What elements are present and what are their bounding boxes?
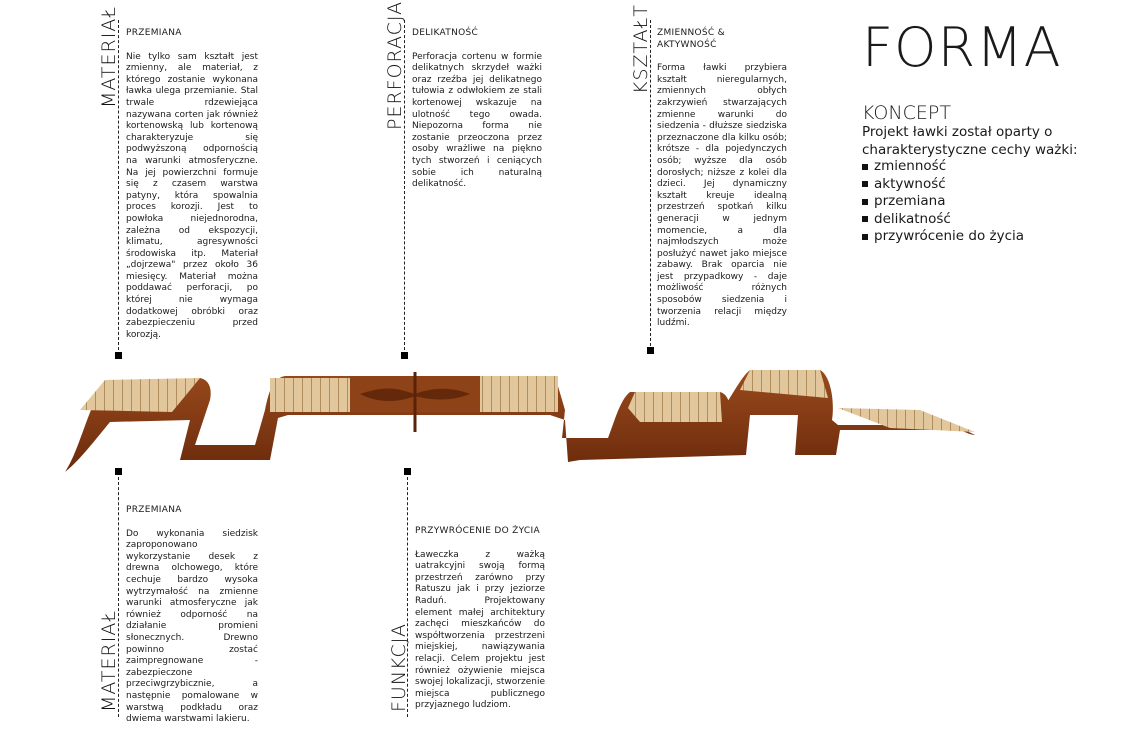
bullet-icon bbox=[862, 234, 868, 240]
section-text-delikatnosc bbox=[412, 28, 542, 191]
section-label-material-bottom: MATERIAŁ bbox=[98, 609, 120, 712]
dashed-line bbox=[650, 20, 651, 346]
wood-seat bbox=[480, 376, 558, 412]
bullet-icon bbox=[862, 199, 868, 205]
wood-seat bbox=[628, 392, 722, 422]
list-item: przemiana bbox=[862, 193, 1024, 211]
list-item: delikatność bbox=[862, 211, 1024, 229]
section-heading: PRZYWRÓCENIE DO ŻYCIA bbox=[415, 526, 540, 536]
bench-illustration bbox=[60, 360, 990, 475]
koncept-list bbox=[862, 158, 1024, 246]
section-heading: ZMIENNOŚĆ & AKTYWNOŚĆ bbox=[657, 28, 725, 50]
list-item: przywrócenie do życia bbox=[862, 228, 1024, 246]
list-item: aktywność bbox=[862, 176, 1024, 194]
section-text-zmiennosc bbox=[657, 28, 787, 330]
bullet-icon bbox=[862, 181, 868, 187]
section-label-funkcja: FUNKCJA bbox=[388, 622, 410, 712]
section-paragraph: Nie tylko sam kształt jest zmienny, ale materiał, z którego zostanie wykonana ławka ulega przemianie. Stal trwale rdzewiejąca nazywana corten jak również kortenowską lub kortenową charakteryzuje się podwyższoną odpornością na warunki atmosferyczne. Na jej powierzchni formuje się z czasem warstwa patyny, która spowalnia proces korozji. Jest to powłoka niejednorodna, zależna od ekspozycji, klimatu, agresywności środowiska itp. Materiał „dojrzewa" przez około 36 miesięcy. Materiał można poddawać perforacji, po której nie wymaga dodatkowej obróbki oraz zabezpieczeniu przed korozją. bbox=[126, 51, 258, 340]
wood-seat bbox=[270, 378, 350, 412]
section-text-przywrocenie bbox=[415, 526, 545, 712]
section-paragraph: Forma ławki przybiera kształt nieregularnych, zmiennych obłych zakrzywień stwarzających zmienne warunki do siedzenia - dłuższe siedziska przeznaczone dla kilku osób; krótsze - dla pojedynczych osób; wyższe dla osób dorosłych; niższe z kolei dla dzieci. Jej dynamiczny kształt kreuje idealną przestrzeń spotkań kilku generacji w jednym momencie, a dla najmłodszych może posłużyć nawet jako miejsce zabawy. Brak oparcia nie jest przypadkowy - daje możliwość różnych sposobów siedzenia i tworzenia relacji między ludźmi. bbox=[657, 63, 787, 329]
section-label-material-top: MATERIAŁ bbox=[98, 5, 120, 108]
koncept-heading: KONCEPT bbox=[862, 102, 951, 124]
dashed-line bbox=[404, 20, 405, 350]
marker-square bbox=[404, 468, 411, 475]
list-item: zmienność bbox=[862, 158, 1024, 176]
marker-square bbox=[115, 352, 122, 359]
marker-square bbox=[647, 347, 654, 354]
bullet-icon bbox=[862, 216, 868, 222]
section-heading: PRZEMIANA bbox=[126, 505, 182, 515]
section-text-przemiana-bottom bbox=[126, 505, 258, 726]
marker-square bbox=[115, 468, 122, 475]
section-heading: DELIKATNOŚĆ bbox=[412, 28, 479, 38]
koncept-intro: Projekt ławki został oparty o charakterystyczne cechy ważki: bbox=[862, 124, 1078, 158]
dashed-line bbox=[118, 20, 119, 350]
bullet-icon bbox=[862, 164, 868, 170]
section-label-ksztalt: KSZTAŁT bbox=[630, 4, 652, 94]
section-paragraph: Do wykonania siedzisk zaproponowano wykorzystanie desek z drewna olchowego, które cechuje bardzo wysoka wytrzymałość na zmienne warunki atmosferyczne jak również odporność na działanie promieni słonecznych. Drewno powinno zostać zaimpregnowane - zabezpieczone przeciwgrzybicznie, a następnie pomalowane w warstwą podkładu oraz dwiema warstwami lakieru. bbox=[126, 528, 258, 725]
section-text-przemiana-top bbox=[126, 28, 258, 341]
page-title: FORMA bbox=[862, 16, 1062, 79]
marker-square bbox=[401, 352, 408, 359]
section-label-perforacja: PERFORACJA bbox=[384, 0, 406, 130]
section-heading: PRZEMIANA bbox=[126, 28, 182, 38]
section-paragraph: Ławeczka z ważką uatrakcyjni swoją formą przestrzeń zarówno przy Ratuszu jak i przy jeziorze Raduń. Projektowany element małej architektury zachęci mieszkańców do współtworzenia przestrzeni miejskiej, nawiązywania relacji. Celem projektu jest również ożywienie miejsca swojej lokalizacji, stworzenie miejsca publicznego przyjaznego ludziom. bbox=[415, 549, 545, 711]
section-paragraph: Perforacja cortenu w formie delikatnych skrzydeł ważki oraz rzeźba jej delikatnego tułowia z odwłokiem ze stali kortenowej wskazuje na ulotność tego owada. Niepozorna forma nie zostanie przeoczona przez osoby wrażliwe na piękno tych stworzeń i ceniących sobie ich naturalną delikatność. bbox=[412, 51, 542, 190]
